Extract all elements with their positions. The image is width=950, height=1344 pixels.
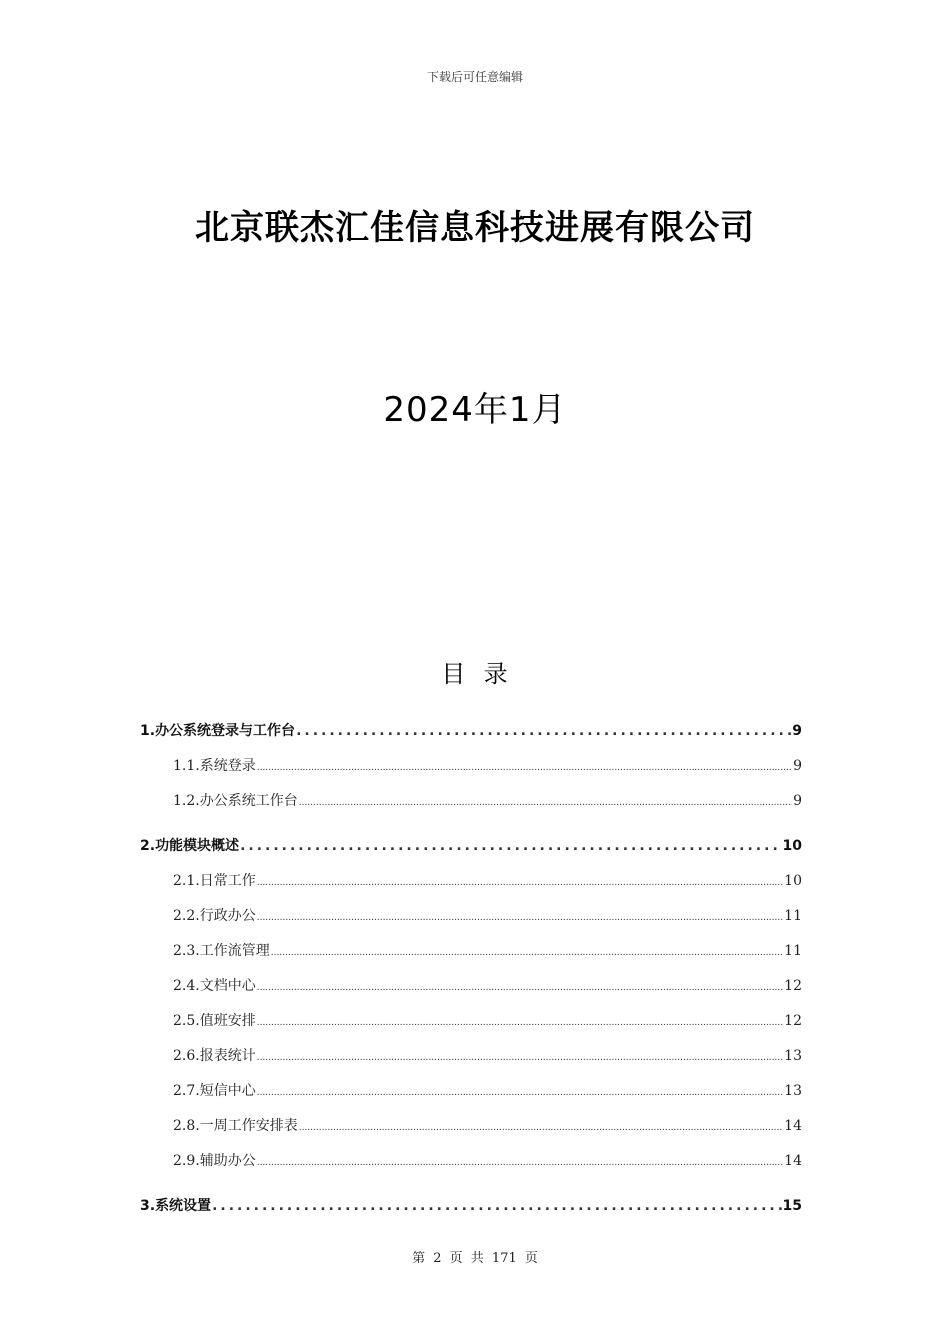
document-date: 2024年1月 (383, 390, 567, 430)
toc-entry-page: 13 (784, 1048, 802, 1064)
toc-dot-leader (296, 714, 791, 749)
toc-dot-leader (257, 1006, 783, 1041)
toc-entry-number: 2.5. (173, 1013, 200, 1029)
toc-entry[interactable] (140, 934, 802, 969)
page-header-note: 下载后可任意编辑 (426, 70, 523, 84)
toc-entry-number: 2.3. (173, 943, 200, 959)
toc-entry-page: 10 (784, 873, 802, 889)
toc-entry-label: 系统设置 (155, 1198, 212, 1214)
toc-entry-label: 系统登录 (199, 758, 256, 774)
toc-entry[interactable] (140, 784, 802, 819)
toc-entry-number: 2.1. (173, 873, 200, 889)
toc-entry-label: 功能模块概述 (155, 838, 240, 854)
toc-dot-leader (257, 1076, 783, 1111)
toc-dot-leader (257, 866, 783, 901)
toc-entry-label: 办公系统登录与工作台 (155, 723, 296, 739)
toc-entry-number: 2. (140, 838, 156, 854)
toc-entry-page: 10 (782, 838, 802, 854)
toc-entry-label: 行政办公 (199, 908, 256, 924)
toc-entry-label: 日常工作 (199, 873, 256, 889)
toc-entry-page: 15 (782, 1198, 802, 1214)
toc-entry-number: 2.8. (173, 1118, 200, 1134)
toc-entry-label: 辅助办公 (199, 1153, 256, 1169)
toc-entry-label: 报表统计 (199, 1048, 256, 1064)
toc-dot-leader (271, 936, 783, 971)
toc-entry-number: 2.9. (173, 1153, 200, 1169)
toc-entry-label: 值班安排 (199, 1013, 256, 1029)
toc-entry[interactable] (140, 1109, 802, 1144)
toc-entry-page: 9 (793, 758, 802, 774)
table-of-contents (140, 714, 802, 1224)
toc-dot-leader (257, 751, 792, 786)
toc-entry-number: 1.2. (173, 793, 200, 809)
toc-entry-page: 14 (784, 1153, 802, 1169)
toc-entry-number: 1. (140, 723, 156, 739)
toc-dot-leader (299, 786, 792, 821)
toc-dot-leader (257, 1146, 783, 1181)
toc-entry[interactable] (140, 1144, 802, 1179)
toc-title (0, 654, 950, 689)
toc-entry-number: 2.4. (173, 978, 200, 994)
toc-entry[interactable] (140, 969, 802, 1004)
toc-entry-page: 12 (784, 1013, 802, 1029)
toc-entry-page: 11 (784, 908, 802, 924)
toc-entry[interactable] (140, 1004, 802, 1039)
toc-dot-leader (257, 1041, 783, 1076)
toc-entry-label: 工作流管理 (199, 943, 270, 959)
toc-dot-leader (257, 971, 783, 1006)
toc-entry-page: 12 (784, 978, 802, 994)
toc-entry-number: 2.2. (173, 908, 200, 924)
company-name: 北京联杰汇佳信息科技进展有限公司 (195, 208, 755, 248)
toc-dot-leader (299, 1111, 783, 1146)
toc-entry-label: 文档中心 (199, 978, 256, 994)
toc-dot-leader (240, 829, 781, 864)
toc-entry-label: 短信中心 (199, 1083, 256, 1099)
toc-entry-label: 办公系统工作台 (199, 793, 298, 809)
toc-entry[interactable] (140, 899, 802, 934)
toc-entry[interactable] (140, 1074, 802, 1109)
toc-entry[interactable] (140, 1039, 802, 1074)
toc-entry[interactable] (140, 749, 802, 784)
toc-entry-number: 1.1. (173, 758, 200, 774)
toc-entry-page: 9 (792, 723, 802, 739)
toc-entry-number: 3. (140, 1198, 156, 1214)
toc-title-text: 目 录 (441, 660, 509, 688)
page-footer: 第 2 页 共 171 页 (412, 1251, 538, 1266)
toc-entry[interactable] (140, 864, 802, 899)
toc-entry-label: 一周工作安排表 (199, 1118, 298, 1134)
toc-entry[interactable] (140, 829, 802, 864)
toc-entry-page: 11 (784, 943, 802, 959)
toc-dot-leader (257, 901, 783, 936)
toc-entry-page: 9 (793, 793, 802, 809)
toc-entry[interactable] (140, 714, 802, 749)
toc-entry-page: 14 (784, 1118, 802, 1134)
toc-entry[interactable] (140, 1189, 802, 1224)
toc-entry-page: 13 (784, 1083, 802, 1099)
toc-dot-leader (212, 1189, 781, 1224)
toc-entry-number: 2.7. (173, 1083, 200, 1099)
toc-entry-number: 2.6. (173, 1048, 200, 1064)
